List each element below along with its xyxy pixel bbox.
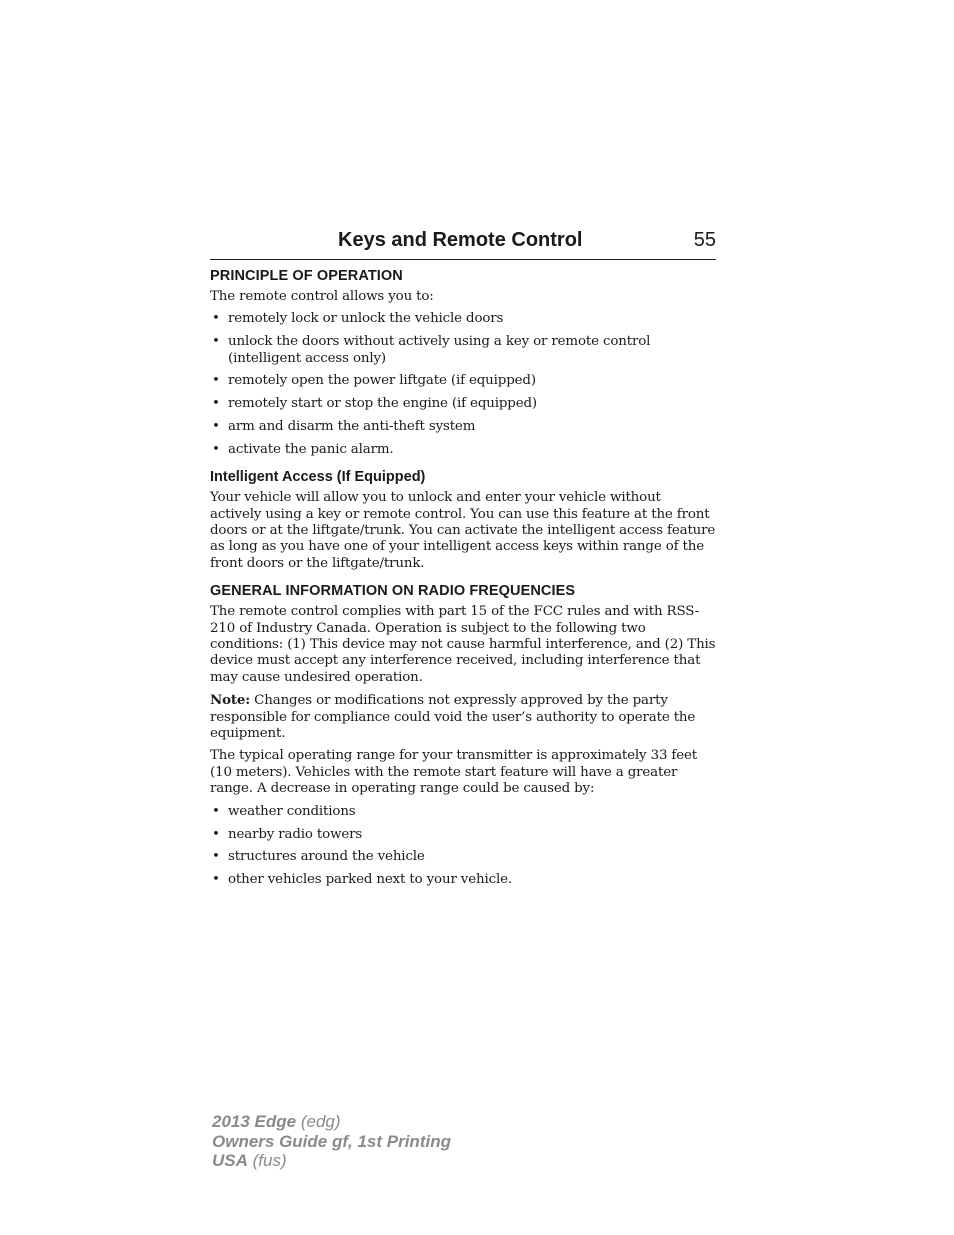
bullet-icon: • — [212, 396, 220, 412]
bullet-icon: • — [212, 803, 220, 819]
list-item: • remotely open the power liftgate (if equipped) — [212, 373, 536, 389]
subsection-heading-intelligent-access: Intelligent Access (If Equipped) — [210, 469, 426, 486]
bullet-icon: • — [212, 441, 220, 457]
fcc-paragraph: The remote control complies with part 15 of the FCC rules and with RSS-210 of Industry Canada. Operation is subject to the following two conditions: (1) This device may not cause harmful interference, and (2) This device must accept any interference received, including interference that may cause undesired operation. — [210, 604, 716, 685]
section-heading-radio-frequencies: GENERAL INFORMATION ON RADIO FREQUENCIES — [210, 583, 576, 600]
bullet-icon: • — [212, 849, 220, 865]
print-footer — [212, 1112, 451, 1171]
footer-line-model: 2013 Edge (edg) — [212, 1112, 341, 1131]
bullet-icon: • — [212, 872, 220, 888]
range-paragraph: The typical operating range for your transmitter is approximately 33 feet (10 meters). Vehicles with the remote start feature will have a greater range. A decrease in operating range could be caused by: — [210, 748, 698, 797]
list-item: • other vehicles parked next to your vehicle. — [212, 872, 512, 888]
list-item: • structures around the vehicle — [212, 849, 425, 865]
page-content — [210, 228, 716, 895]
note-label: Note: — [210, 692, 251, 709]
list-item: • arm and disarm the anti-theft system — [212, 419, 476, 434]
list-item: • unlock the doors without actively using a key or remote control (intelligent access only) — [212, 334, 651, 366]
section-intro: The remote control allows you to: — [210, 289, 434, 304]
bullet-icon: • — [212, 826, 220, 842]
bullet-icon: • — [212, 373, 220, 389]
running-header — [210, 228, 716, 260]
note-paragraph — [210, 692, 716, 742]
list-item: • remotely lock or unlock the vehicle doors — [212, 311, 504, 327]
list-item: • activate the panic alarm. — [212, 441, 394, 457]
chapter-title: Keys and Remote Control — [338, 229, 583, 251]
footer-line-guide: Owners Guide gf, 1st Printing — [212, 1131, 451, 1151]
bullet-icon: • — [212, 334, 220, 350]
list-item: • weather conditions — [212, 803, 356, 819]
footer-line-market: USA (fus) — [212, 1151, 287, 1170]
bullet-icon: • — [212, 419, 220, 434]
section-heading-principle: PRINCIPLE OF OPERATION — [210, 268, 403, 284]
list-item: • nearby radio towers — [212, 826, 363, 842]
range-factor-list — [210, 804, 716, 889]
list-item: • remotely start or stop the engine (if equipped) — [212, 396, 537, 412]
bullet-icon: • — [212, 311, 220, 327]
intelligent-access-paragraph: Your vehicle will allow you to unlock and enter your vehicle without actively using a key or remote control. You can use this feature at the front doors or at the liftgate/trunk. You can activate the intelligent access feature as long as you have one of your intelligent access keys within range of the front doors or the liftgate/trunk. — [210, 490, 716, 571]
feature-list — [210, 311, 716, 458]
page-number: 55 — [693, 229, 716, 251]
note-text: Changes or modifications not expressly approved by the party responsible for compliance could void the user’s authority to operate the equipment. — [210, 693, 696, 742]
